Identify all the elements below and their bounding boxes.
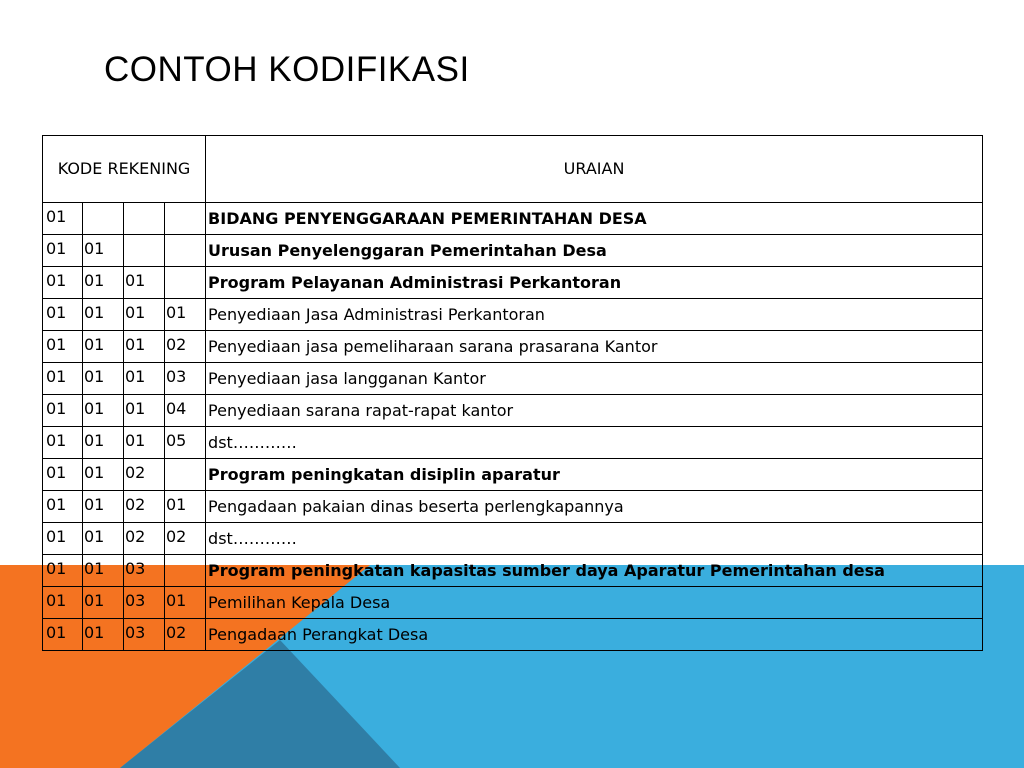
table-header-row — [43, 136, 983, 203]
table-row — [43, 395, 983, 427]
code-cell-4 — [165, 235, 206, 267]
code-cell-3: 03 — [124, 587, 165, 619]
code-cell-3: 01 — [124, 299, 165, 331]
table-row — [43, 587, 983, 619]
code-cell-1: 01 — [43, 587, 83, 619]
table-row — [43, 427, 983, 459]
code-cell-4 — [165, 267, 206, 299]
kodifikasi-table — [42, 135, 983, 651]
code-cell-1: 01 — [43, 555, 83, 587]
code-cell-4 — [165, 555, 206, 587]
uraian-cell: Pengadaan Perangkat Desa — [206, 619, 983, 651]
uraian-cell: dst………… — [206, 427, 983, 459]
uraian-cell: Program Pelayanan Administrasi Perkantoran — [206, 267, 983, 299]
uraian-cell: Program peningkatan kapasitas sumber daya Aparatur Pemerintahan desa — [206, 555, 983, 587]
code-cell-4: 02 — [165, 523, 206, 555]
table-row — [43, 235, 983, 267]
code-cell-3: 01 — [124, 427, 165, 459]
code-cell-4: 04 — [165, 395, 206, 427]
code-cell-2: 01 — [83, 555, 124, 587]
code-cell-3: 01 — [124, 363, 165, 395]
table-row — [43, 555, 983, 587]
code-cell-4: 01 — [165, 587, 206, 619]
code-cell-2: 01 — [83, 491, 124, 523]
code-cell-1: 01 — [43, 299, 83, 331]
code-cell-4: 05 — [165, 427, 206, 459]
header-uraian: URAIAN — [206, 136, 983, 203]
code-cell-1: 01 — [43, 459, 83, 491]
uraian-cell: Program peningkatan disiplin aparatur — [206, 459, 983, 491]
code-cell-1: 01 — [43, 619, 83, 651]
table-row — [43, 331, 983, 363]
code-cell-2: 01 — [83, 331, 124, 363]
code-cell-2: 01 — [83, 363, 124, 395]
uraian-cell: BIDANG PENYENGGARAAN PEMERINTAHAN DESA — [206, 203, 983, 235]
code-cell-1: 01 — [43, 331, 83, 363]
code-cell-2: 01 — [83, 395, 124, 427]
code-cell-4: 03 — [165, 363, 206, 395]
code-cell-2: 01 — [83, 267, 124, 299]
uraian-cell: Urusan Penyelenggaran Pemerintahan Desa — [206, 235, 983, 267]
code-cell-3: 01 — [124, 395, 165, 427]
code-cell-2: 01 — [83, 235, 124, 267]
code-cell-2: 01 — [83, 459, 124, 491]
uraian-cell: Penyediaan Jasa Administrasi Perkantoran — [206, 299, 983, 331]
code-cell-2 — [83, 203, 124, 235]
code-cell-1: 01 — [43, 267, 83, 299]
code-cell-3 — [124, 235, 165, 267]
page-title: CONTOH KODIFIKASI — [104, 50, 470, 89]
code-cell-2: 01 — [83, 619, 124, 651]
code-cell-3: 02 — [124, 491, 165, 523]
uraian-cell: Penyediaan sarana rapat-rapat kantor — [206, 395, 983, 427]
code-cell-1: 01 — [43, 427, 83, 459]
uraian-cell: Pemilihan Kepala Desa — [206, 587, 983, 619]
code-cell-2: 01 — [83, 427, 124, 459]
table-row — [43, 203, 983, 235]
code-cell-3: 01 — [124, 267, 165, 299]
uraian-cell: Penyediaan jasa langganan Kantor — [206, 363, 983, 395]
header-kode-rekening: KODE REKENING — [43, 136, 206, 203]
code-cell-4: 01 — [165, 491, 206, 523]
code-cell-3: 02 — [124, 459, 165, 491]
code-cell-4: 02 — [165, 331, 206, 363]
code-cell-3: 01 — [124, 331, 165, 363]
code-cell-3 — [124, 203, 165, 235]
code-cell-3: 03 — [124, 619, 165, 651]
code-cell-4 — [165, 203, 206, 235]
uraian-cell: dst………… — [206, 523, 983, 555]
code-cell-1: 01 — [43, 203, 83, 235]
code-cell-2: 01 — [83, 587, 124, 619]
table-row — [43, 267, 983, 299]
uraian-cell: Pengadaan pakaian dinas beserta perlengkapannya — [206, 491, 983, 523]
code-cell-1: 01 — [43, 523, 83, 555]
table-row — [43, 491, 983, 523]
code-cell-2: 01 — [83, 523, 124, 555]
code-cell-1: 01 — [43, 491, 83, 523]
table-row — [43, 363, 983, 395]
code-cell-4: 01 — [165, 299, 206, 331]
code-cell-4 — [165, 459, 206, 491]
code-cell-3: 03 — [124, 555, 165, 587]
code-cell-1: 01 — [43, 395, 83, 427]
table-row — [43, 299, 983, 331]
code-cell-1: 01 — [43, 235, 83, 267]
table-row — [43, 619, 983, 651]
code-cell-4: 02 — [165, 619, 206, 651]
table-row — [43, 459, 983, 491]
uraian-cell: Penyediaan jasa pemeliharaan sarana prasarana Kantor — [206, 331, 983, 363]
code-cell-2: 01 — [83, 299, 124, 331]
code-cell-3: 02 — [124, 523, 165, 555]
code-cell-1: 01 — [43, 363, 83, 395]
table-row — [43, 523, 983, 555]
